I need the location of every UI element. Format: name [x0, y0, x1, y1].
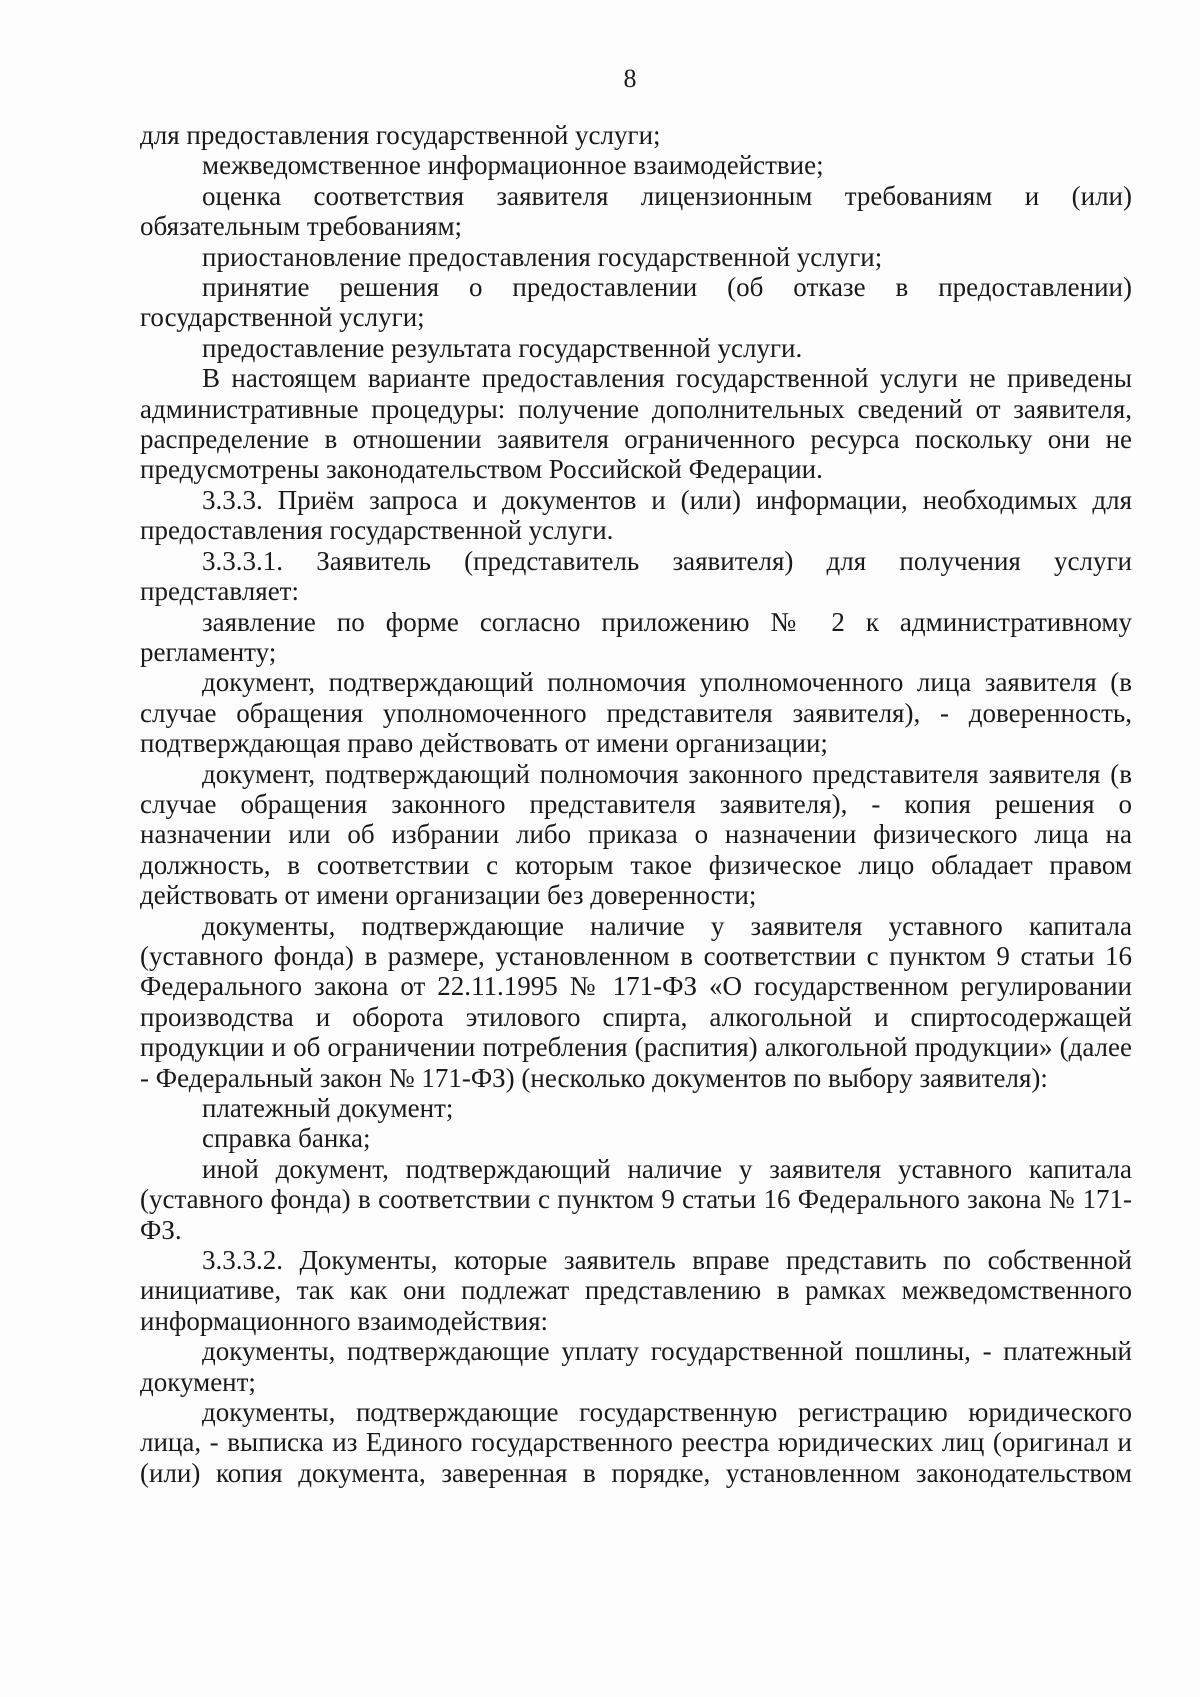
paragraph: межведомственное информационное взаимодействие; — [202, 150, 824, 181]
paragraph: заявление по форме согласно приложению № 2 к административному регламенту; — [140, 606, 1132, 667]
paragraph: документы, подтверждающие государственную регистрацию юридического лица, - выписка из Единого государственного реестра юридических лиц (оригинал и (или) копия документа, заверенная в порядке, установленном законодательством — [140, 1397, 1132, 1488]
page-number: 8 — [623, 64, 637, 93]
paragraph: 3.3.3.1. Заявитель (представитель заявителя) для получения услуги представляет: — [140, 545, 1132, 607]
paragraph: 3.3.3.2. Документы, которые заявитель вправе представить по собственной инициативе, так как они подлежат представлению в рамках межведомственного информационного взаимодействия: — [140, 1245, 1132, 1336]
paragraph: для предоставления государственной услуги; — [140, 120, 661, 150]
paragraph: 3.3.3. Приём запроса и документов и (или) информации, необходимых для предоставления государственной услуги. — [140, 484, 1132, 546]
paragraph: платежный документ; — [202, 1093, 454, 1123]
paragraph: документы, подтверждающие наличие у заявителя уставного капитала (уставного фонда) в размере, установленном в соответствии с пунктом 9 статьи 16 Федерального закона от 22.11.1995 № 171-ФЗ «О государственном регулировании производства и оборота этилового спирта, алкогольной и спиртосодержащей продукции и об ограничении потребления (распития) алкогольной продукции» (далее - Федеральный закон № 171-ФЗ) (несколько документов по выбору заявителя): — [140, 910, 1132, 1093]
paragraph: принятие решения о предоставлении (об отказе в предоставлении) государственной услуги; — [140, 272, 1132, 333]
paragraph: документ, подтверждающий полномочия законного представителя заявителя (в случае обращения законного представителя заявителя), - копия решения о назначении или об избрании либо приказа о назначении физического лица на должность, в соответствии с которым такое физическое лицо обладает правом действовать от имени организации без доверенности; — [140, 758, 1132, 911]
paragraph: предоставление результата государственной услуги. — [202, 332, 803, 363]
paragraph: приостановление предоставления государственной услуги; — [202, 241, 883, 272]
paragraph: оценка соответствия заявителя лицензионным требованиям и (или) обязательным требованиям; — [140, 180, 1132, 242]
paragraph: документ, подтверждающий полномочия уполномоченного лица заявителя (в случае обращения уполномоченного представителя заявителя), - доверенность, подтверждающая право действовать от имени организации; — [140, 667, 1132, 759]
paragraph: справка банка; — [202, 1123, 371, 1154]
paragraph: документы, подтверждающие уплату государственной пошлины, - платежный документ; — [140, 1336, 1132, 1397]
paragraph: иной документ, подтверждающий наличие у заявителя уставного капитала (уставного фонда) в соответствии с пунктом 9 статьи 16 Федерального закона № 171-ФЗ. — [140, 1153, 1132, 1245]
paragraph: В настоящем варианте предоставления государственной услуги не приведены административные процедуры: получение дополнительных сведений от заявителя, распределение в отношении заявителя ограниченного ресурса поскольку они не предусмотрены законодательством Российской Федерации. — [140, 363, 1132, 485]
